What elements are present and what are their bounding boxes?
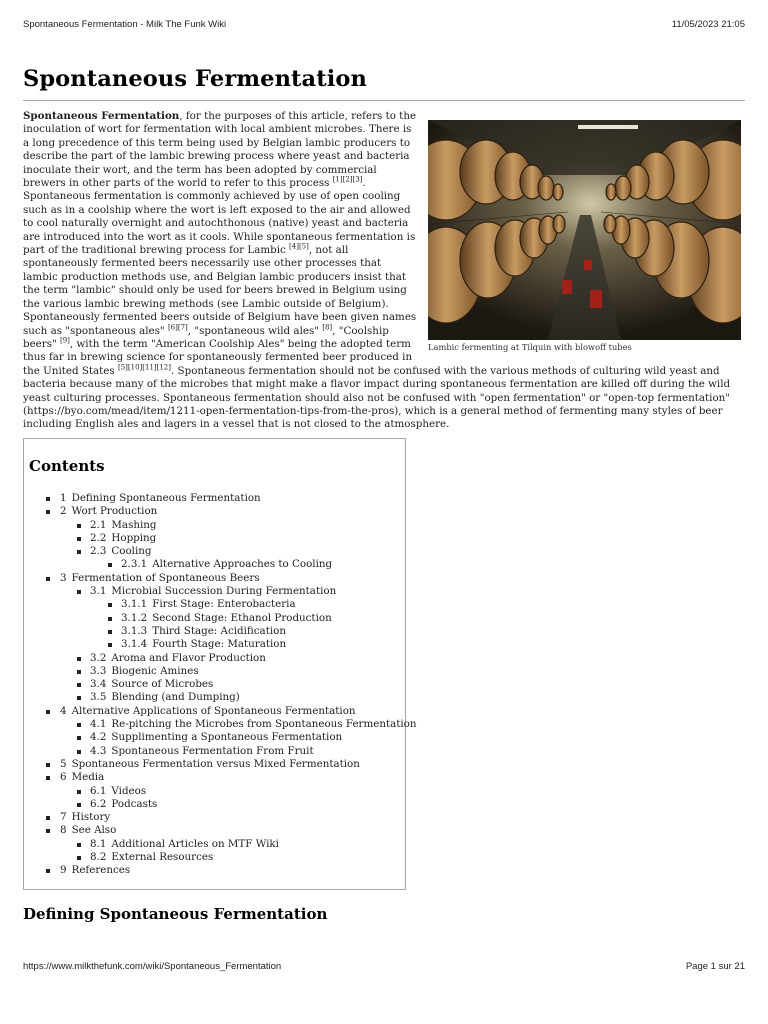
toc-item-number: 3.2 [90, 651, 107, 664]
toc-item[interactable] [24, 572, 417, 585]
toc-item[interactable] [24, 652, 417, 665]
toc-item[interactable] [24, 838, 417, 851]
toc-item-link[interactable]: Defining Spontaneous Fermentation [71, 492, 261, 504]
toc-item-link[interactable]: Aroma and Flavor Production [111, 651, 266, 664]
toc-item[interactable] [24, 824, 417, 837]
intro-text: , "spontaneous wild ales" [187, 324, 323, 337]
intro-section [23, 110, 745, 432]
toc-item-link[interactable]: Hopping [111, 531, 157, 544]
toc-item-number: 7 [60, 811, 67, 824]
toc-item[interactable] [24, 718, 417, 731]
toc-item-number: 3.1 [90, 585, 107, 598]
toc-item[interactable] [24, 798, 417, 811]
toc-item-number: 5 [60, 757, 67, 770]
toc-item-link[interactable]: Mashing [111, 518, 157, 531]
toc-item[interactable] [24, 612, 417, 625]
toc-item[interactable] [24, 519, 417, 532]
intro-text: , with the term "American Coolship Ales" being the adopted term thus far in brewing science for spontaneously fermented beer produced in the United States [23, 337, 413, 377]
toc-item-number: 2.3 [90, 545, 107, 558]
print-header [23, 19, 745, 30]
toc-item-number: 3.5 [90, 691, 107, 704]
toc-item-number: 3.4 [90, 678, 107, 691]
citation[interactable]: [8] [322, 323, 333, 332]
toc-item[interactable] [24, 731, 417, 744]
toc-item[interactable] [24, 785, 417, 798]
toc-item-link[interactable]: Second Stage: Ethanol Production [152, 611, 332, 624]
intro-text: , "Coolship beers" [23, 324, 389, 350]
toc-item[interactable] [24, 691, 417, 704]
toc-item-number: 4.1 [90, 718, 107, 731]
toc-title: Contents [29, 457, 105, 475]
toc-item[interactable] [24, 745, 417, 758]
toc-item[interactable] [24, 492, 417, 505]
toc-item-link[interactable]: Fourth Stage: Maturation [152, 638, 287, 651]
print-page-number: Page 1 sur 21 [685, 961, 745, 972]
toc-item[interactable] [24, 625, 417, 638]
toc-item-number: 3 [60, 571, 67, 584]
toc-item[interactable] [24, 678, 417, 691]
toc-item-number: 3.1.1 [121, 598, 148, 611]
toc-item-link[interactable]: Additional Articles on MTF Wiki [111, 837, 279, 850]
intro-text: , for the purposes of this article, refers to the inoculation of wort for fermentation with local ambient microbes. There is a long precedence of this term being used by Belgian lambic producers to describe the part of the lambic brewing process where yeast and bacteria inoculate their wort, and the term has been adopted by commercial brewers in other parts of the world to refer to this process [23, 110, 417, 190]
toc-item-link[interactable]: Microbial Succession During Fermentation [111, 585, 337, 598]
toc-item[interactable] [24, 585, 417, 598]
toc-item-link[interactable]: Videos [111, 784, 147, 797]
section-heading: Defining Spontaneous Fermentation [23, 905, 328, 923]
toc-item-link[interactable]: First Stage: Enterobacteria [152, 598, 296, 611]
intro-text: , not all spontaneously fermented beers necessarily use other processes that lambic production methods use, and Belgian lambic producers insist that the term "lambic" should only be used for beers brewed in Belgium using the various lambic brewing methods (see Lambic outside of Belgium). Spontaneously fermented beers outside of Belgium have been given names such as "spontaneous ales" [23, 244, 417, 337]
toc-item-number: 2.3.1 [121, 558, 148, 571]
toc-item[interactable] [24, 758, 417, 771]
toc-item-number: 6 [60, 771, 67, 784]
toc-item-link[interactable]: Supplimenting a Spontaneous Fermentation [111, 731, 343, 744]
toc-item-link[interactable]: Spontaneous Fermentation From Fruit [111, 744, 314, 757]
toc-item-number: 8 [60, 824, 67, 837]
citation[interactable]: [6][7] [167, 323, 188, 332]
toc-item-link[interactable]: Spontaneous Fermentation versus Mixed Fermentation [71, 757, 360, 770]
intro-term: Spontaneous Fermentation [23, 110, 180, 122]
toc-item-number: 1 [60, 492, 67, 504]
intro-text: . Spontaneous fermentation is commonly achieved by use of open cooling such as in a coolship where the wort is left exposed to the air and allowed to cool naturally overnight and autochthonous (native) yeast and bacteria are introduced into the wort as it cools. While spontaneous fermentation is part of the traditional brewing process for Lambic [23, 177, 416, 257]
toc-item-link[interactable]: See Also [71, 824, 117, 837]
toc-item-number: 8.1 [90, 837, 107, 850]
toc-item-number: 4.3 [90, 744, 107, 757]
toc-list [24, 492, 417, 878]
toc-item-link[interactable]: Source of Microbes [111, 678, 214, 691]
toc-item-number: 3.1.2 [121, 611, 148, 624]
toc-item[interactable] [24, 532, 417, 545]
toc-item-link[interactable]: References [71, 864, 131, 877]
barrel-cellar-image[interactable] [428, 120, 741, 340]
intro-text: . Spontaneous fermentation should not be confused with the various methods of culturing wild yeast and bacteria because many of the microbes that might make a flavor impact during spontaneous fermentation are killed off during the wild yeast culturing processes. Spontaneous fermentation should also not be confused with "open fermentation" or "open-top fermentation" (https://byo.com/mead/item/1211-open-fermentation-tips-from-the-pros), which is a general method of fermenting many styles of beer including English ales and lagers in a vessel that is not closed to the atmosphere. [23, 364, 731, 431]
toc-item-number: 6.1 [90, 784, 107, 797]
toc-item[interactable] [24, 864, 417, 877]
toc-item-link[interactable]: Biogenic Amines [111, 664, 199, 677]
toc-item-number: 9 [60, 864, 67, 877]
toc-item[interactable] [24, 851, 417, 864]
toc-item[interactable] [24, 505, 417, 518]
toc-item-link[interactable]: Alternative Approaches to Cooling [152, 558, 333, 571]
figure-thumbnail [428, 120, 741, 353]
toc-item-number: 3.1.3 [121, 624, 148, 637]
toc-item-link[interactable]: Re-pitching the Microbes from Spontaneous Fermentation [111, 718, 417, 731]
toc-item[interactable] [24, 705, 417, 718]
toc-item-number: 2 [60, 505, 67, 518]
toc-item-number: 4 [60, 704, 67, 717]
citation[interactable]: [1][2][3] [332, 175, 363, 184]
title-divider [23, 100, 745, 101]
toc-item[interactable] [24, 811, 417, 824]
toc-item-link[interactable]: Alternative Applications of Spontaneous Fermentation [71, 704, 356, 717]
toc-item[interactable] [24, 771, 417, 784]
toc-item-link[interactable]: History [71, 811, 111, 824]
toc-item-number: 4.2 [90, 731, 107, 744]
figure-caption: Lambic fermenting at Tilquin with blowoff tubes [428, 342, 632, 352]
toc-item[interactable] [24, 638, 417, 651]
toc-item-link[interactable]: External Resources [111, 851, 214, 864]
toc-item[interactable] [24, 558, 417, 571]
print-url: https://www.milkthefunk.com/wiki/Spontaneous_Fermentation [23, 961, 282, 972]
toc-item-number: 6.2 [90, 797, 107, 810]
citation[interactable]: [9] [60, 336, 70, 345]
toc-item-number: 8.2 [90, 851, 107, 864]
print-footer [23, 961, 745, 972]
citation[interactable]: [4][5] [289, 242, 309, 251]
toc-item-number: 3.1.4 [121, 638, 148, 651]
toc-item-link[interactable]: Third Stage: Acidification [152, 624, 286, 637]
toc-item[interactable] [24, 545, 417, 558]
toc-item-number: 2.2 [90, 531, 107, 544]
table-of-contents [23, 438, 417, 890]
print-tab-title: Spontaneous Fermentation - Milk The Funk Wiki [23, 19, 227, 30]
toc-item[interactable] [24, 665, 417, 678]
toc-item-link[interactable]: Blending (and Dumping) [111, 691, 240, 704]
toc-item-link[interactable]: Podcasts [111, 797, 158, 810]
page-title: Spontaneous Fermentation [23, 66, 367, 92]
toc-item-link[interactable]: Fermentation of Spontaneous Beers [71, 571, 260, 584]
toc-item-link[interactable]: Cooling [111, 545, 152, 558]
toc-item-number: 3.3 [90, 664, 107, 677]
citation[interactable]: [5][10][11][12] [117, 363, 171, 372]
print-datetime: 11/05/2023 21:05 [671, 19, 745, 30]
toc-item-link[interactable]: Media [71, 771, 105, 784]
toc-item-link[interactable]: Wort Production [71, 505, 158, 518]
toc-item[interactable] [24, 598, 417, 611]
toc-item-number: 2.1 [90, 518, 107, 531]
